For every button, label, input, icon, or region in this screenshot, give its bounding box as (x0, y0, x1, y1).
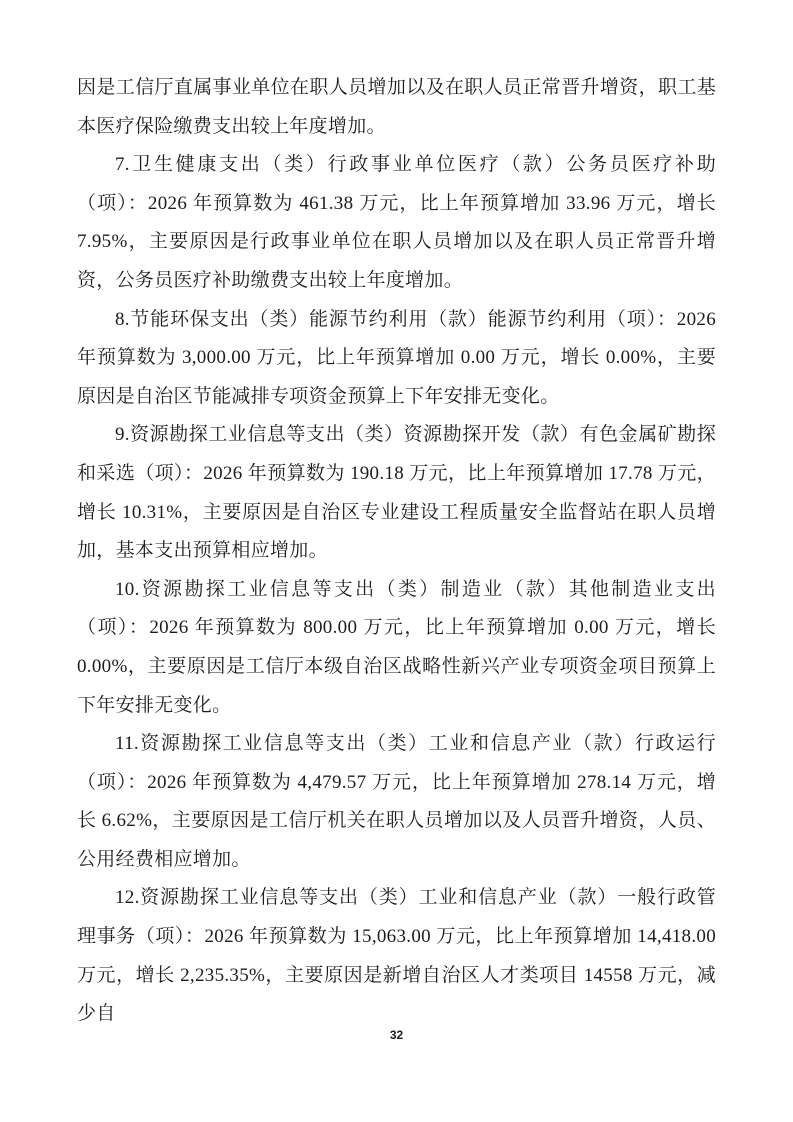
page-content (77, 69, 716, 1034)
paragraph: 12.资源勘探工业信息等支出（类）工业和信息产业（款）一般行政管理事务（项）：2026 年预算数为 15,063.00 万元，比上年预算增加 14,418.00 万元，增长 2,235.35%，主要原因是新增自治区人才类项目 14558 万元，减少自 (77, 887, 716, 1025)
page-number: 32 (389, 1028, 404, 1042)
paragraph: 11.资源勘探工业信息等支出（类）工业和信息产业（款）行政运行（项）：2026 年预算数为 4,479.57 万元，比上年预算增加 278.14 万元，增长 6.62%，主要原因是工信厅机关在职人员增加以及人员晋升增资，人员、公用经费相应增加。 (77, 733, 716, 870)
paragraph-container (77, 69, 716, 1034)
paragraph: 因是工信厅直属事业单位在职人员增加以及在职人员正常晋升增资，职工基本医疗保险缴费支出较上年度增加。 (77, 77, 716, 137)
paragraph: 8.节能环保支出（类）能源节约利用（款）能源节约利用（项）：2026 年预算数为 3,000.00 万元，比上年预算增加 0.00 万元，增长 0.00%，主要原因是自治区节能减排专项资金预算上下年安排无变化。 (77, 308, 716, 407)
paragraph: 9.资源勘探工业信息等支出（类）资源勘探开发（款）有色金属矿勘探和采选（项）：2026 年预算数为 190.18 万元，比上年预算增加 17.78 万元，增长 10.31%，主要原因是自治区专业建设工程质量安全监督站在职人员增加，基本支出预算相应增加。 (77, 424, 716, 562)
paragraph: 10.资源勘探工业信息等支出（类）制造业（款）其他制造业支出（项）：2026 年预算数为 800.00 万元，比上年预算增加 0.00 万元，增长 0.00%，主要原因是工信厅本级自治区战略性新兴产业专项资金项目预算上下年安排无变化。 (77, 578, 716, 716)
paragraph: 7.卫生健康支出（类）行政事业单位医疗（款）公务员医疗补助（项）：2026 年预算数为 461.38 万元，比上年预算增加 33.96 万元，增长 7.95%，主要原因是行政事业单位在职人员增加以及在职人员正常晋升增资，公务员医疗补助缴费支出较上年度增加。 (77, 154, 716, 291)
